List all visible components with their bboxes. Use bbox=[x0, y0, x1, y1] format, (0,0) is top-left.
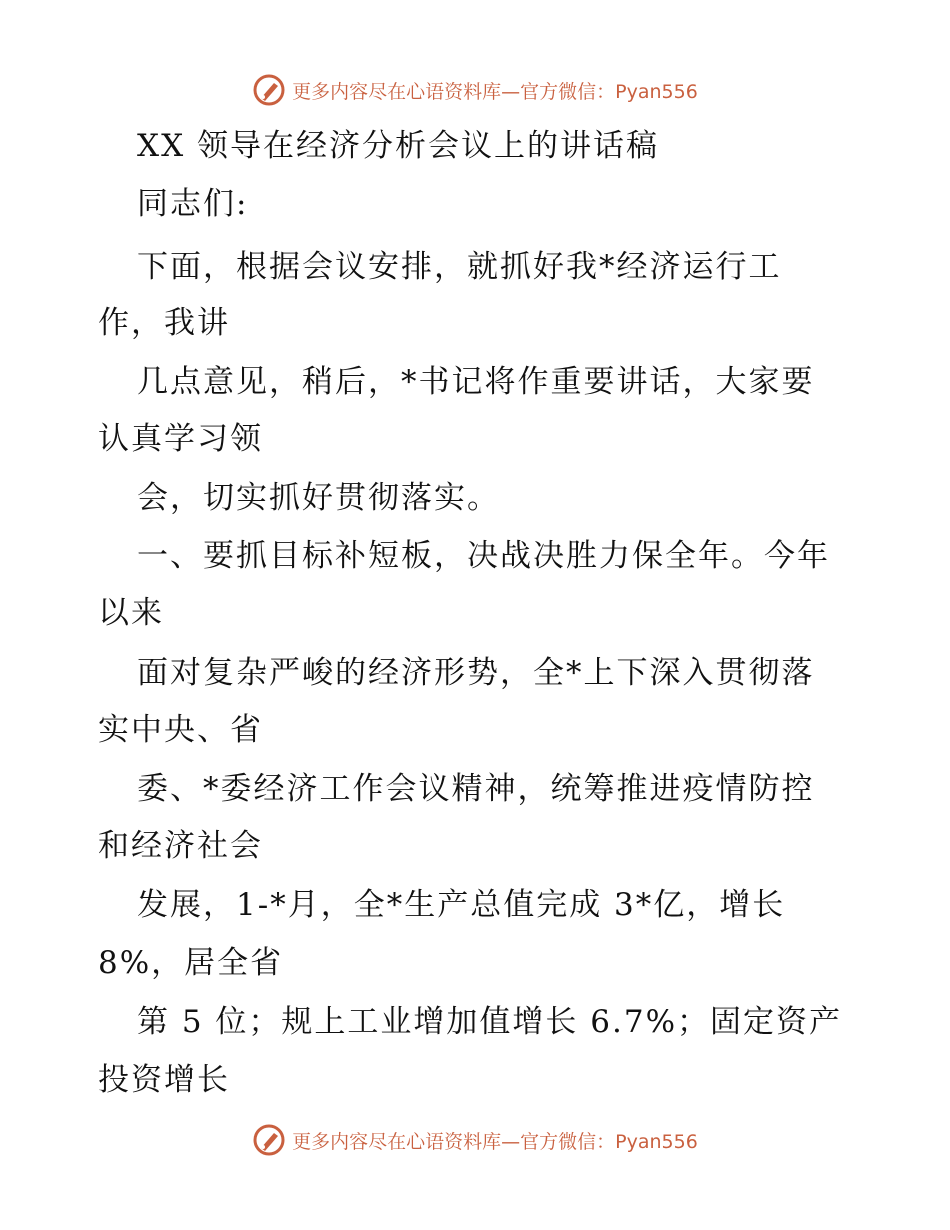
text-line: 同志们: bbox=[137, 186, 249, 222]
text-line: 委、*委经济工作会议精神，统筹推进疫情防控 bbox=[137, 771, 815, 807]
text-line: 面对复杂严峻的经济形势，全*上下深入贯彻落 bbox=[137, 655, 815, 691]
text-line: 下面，根据会议安排，就抓好我*经济运行工 bbox=[137, 249, 782, 285]
text-line: 作，我讲 bbox=[98, 305, 230, 341]
text-line: 发展，1-*月，全*生产总值完成 3*亿，增长 bbox=[137, 887, 786, 923]
text-line: 和经济社会 bbox=[98, 828, 263, 864]
text-line: 投资增长 bbox=[98, 1062, 230, 1098]
pen-seal-icon bbox=[252, 1123, 286, 1157]
text-line: 第 5 位；规上工业增加值增长 6.7%；固定资产 bbox=[137, 1004, 843, 1040]
watermark-banner-top bbox=[0, 70, 950, 110]
text-line: 认真学习领 bbox=[98, 421, 263, 457]
text-line: 一、要抓目标补短板，决战决胜力保全年。今年 bbox=[137, 538, 830, 574]
watermark-text: 更多内容尽在心语资料库—官方微信：Pyan556 bbox=[292, 1130, 698, 1153]
document-title: XX 领导在经济分析会议上的讲话稿 bbox=[137, 128, 659, 164]
text-line: 会，切实抓好贯彻落实。 bbox=[137, 480, 500, 516]
watermark-banner-bottom bbox=[0, 1120, 950, 1160]
watermark-text: 更多内容尽在心语资料库—官方微信：Pyan556 bbox=[292, 80, 698, 103]
text-line: 实中央、省 bbox=[98, 712, 263, 748]
text-line: 几点意见，稍后，*书记将作重要讲话，大家要 bbox=[137, 364, 815, 400]
text-line: 8%，居全省 bbox=[98, 945, 284, 981]
text-line: 以来 bbox=[98, 595, 164, 631]
pen-seal-icon bbox=[252, 73, 286, 107]
